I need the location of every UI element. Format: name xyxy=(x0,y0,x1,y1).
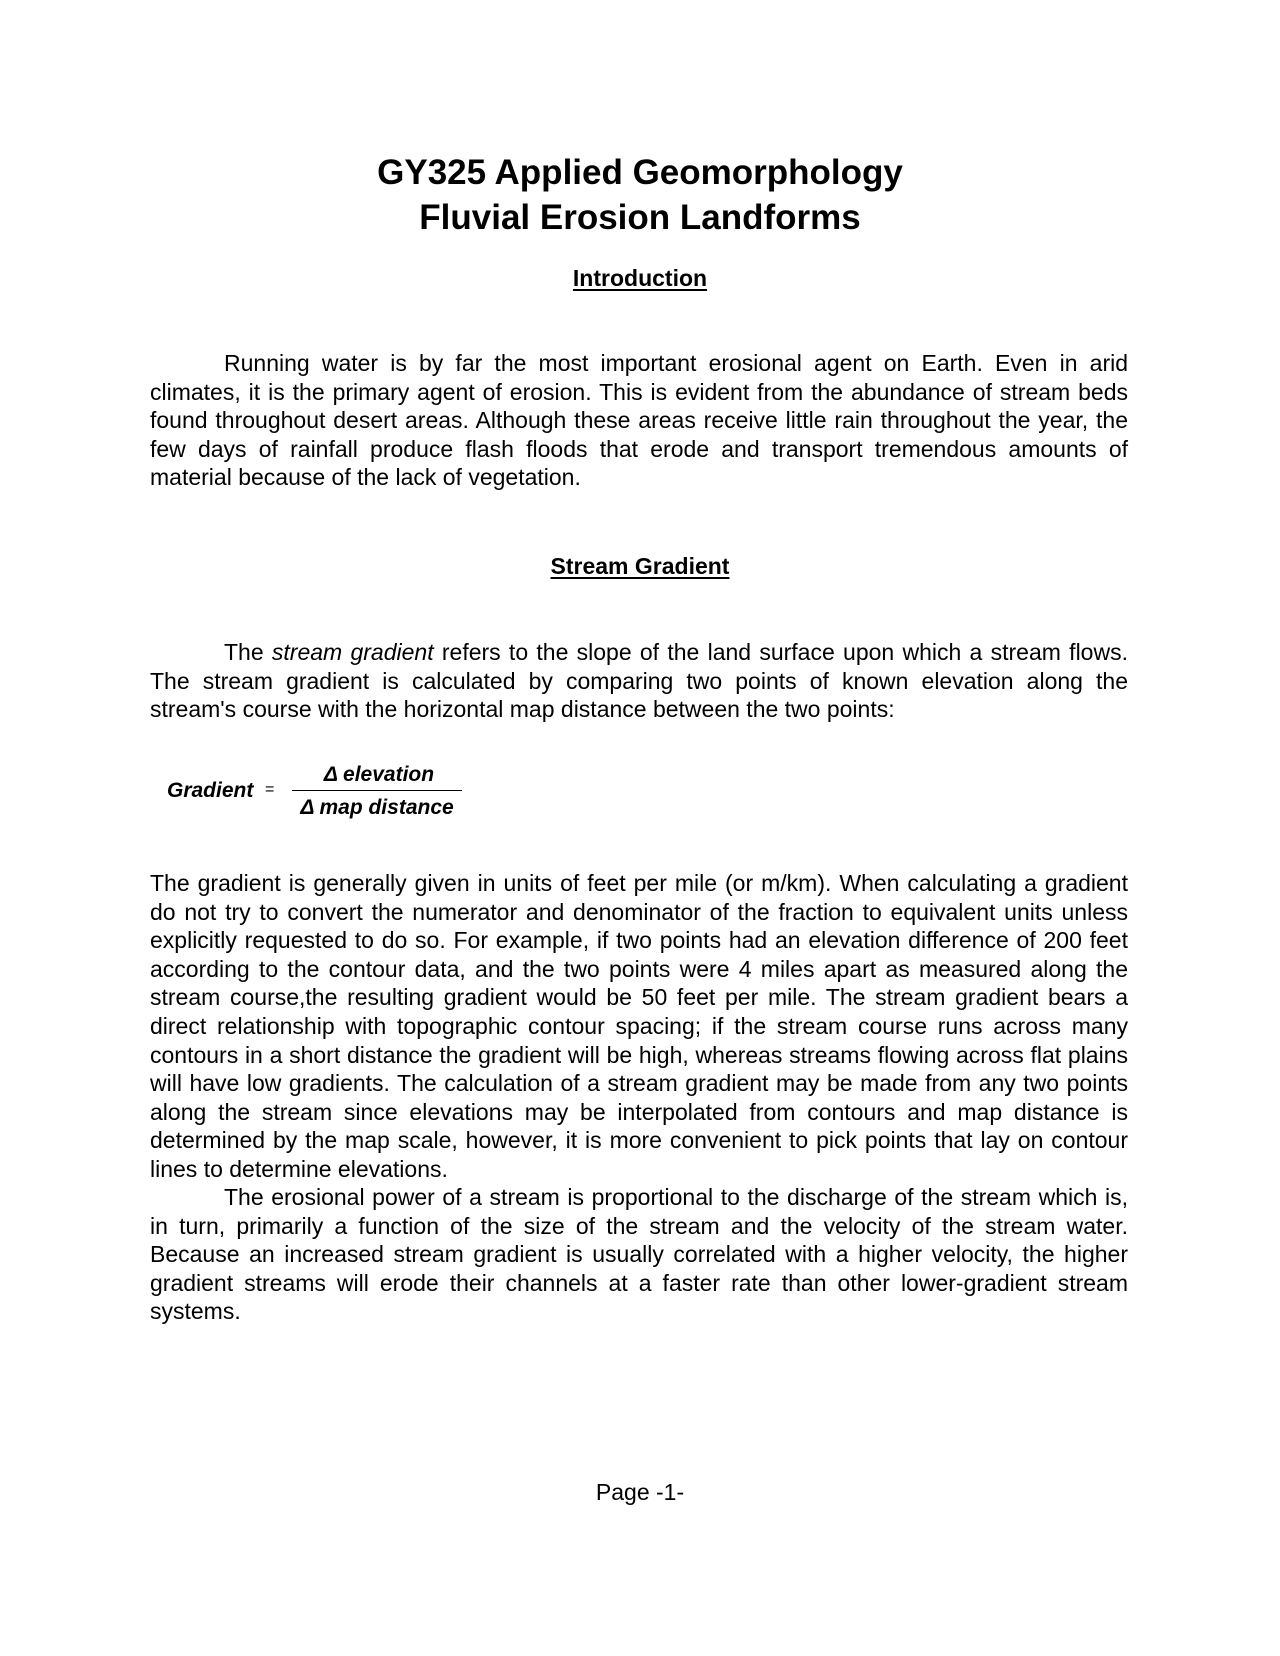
section-heading-stream-gradient: Stream Gradient xyxy=(550,553,730,579)
fraction-bar xyxy=(292,790,462,791)
formula-fraction xyxy=(292,762,462,821)
paragraph-gradient-calculation: The gradient is generally given in units of feet per mile (or m/km). When calculating a gradient do not try to convert the numerator and denominator of the fraction to equivalent units unless explicitly requested to do so. For example, if two points had an elevation difference of 200 feet according to the contour data, and the two points were 4 miles apart as measured along the stream course,the resulting gradient would be 50 feet per mile. The stream gradient bears a direct relationship with topographic contour spacing; if the stream course runs across many contours in a short distance the gradient will be high, whereas streams flowing across flat plains will have low gradients. The calculation of a stream gradient may be made from any two points along the stream since elevations may be interpolated from contours and map distance is determined by the map scale, however, it is more convenient to pick points that lay on contour lines to determine elevations. xyxy=(150,870,1128,1182)
document-title: GY325 Applied Geomorphology xyxy=(377,153,903,192)
section-heading-introduction: Introduction xyxy=(572,265,708,291)
document-subtitle: Fluvial Erosion Landforms xyxy=(419,198,861,237)
paragraph-stream-gradient-definition xyxy=(150,638,1128,724)
gradient-formula xyxy=(167,762,487,828)
formula-denominator: Δ map distance xyxy=(300,796,454,819)
page-number: Page -1- xyxy=(595,1479,685,1505)
formula-equals-sign: = xyxy=(265,781,275,798)
definition-text: refers to the slope of the land surface upon which a stream flows. The stream gradient is calculated by comparing two points of known elevation along the stream's course with the horizontal map distance between the two points: xyxy=(150,639,1128,723)
paragraph-introduction: Running water is by far the most important erosional agent on Earth. Even in arid climates, it is the primary agent of erosion. This is evident from the abundance of stream beds found throughout desert areas. Although these areas receive little rain throughout the year, the few days of rainfall produce flash floods that erode and transport tremendous amounts of material because of the lack of vegetation. xyxy=(150,350,1128,491)
definition-lead: The xyxy=(224,639,272,665)
formula-numerator: Δ elevation xyxy=(323,763,435,786)
formula-lhs: Gradient xyxy=(167,779,254,802)
defined-term: stream gradient xyxy=(271,639,434,665)
paragraph-erosional-power: The erosional power of a stream is proportional to the discharge of the stream which is, in turn, primarily a function of the size of the stream and the velocity of the stream water. Because an increased stream gradient is usually correlated with a higher velocity, the higher gradient streams will erode their channels at a faster rate than other lower-gradient stream systems. xyxy=(150,1184,1128,1325)
